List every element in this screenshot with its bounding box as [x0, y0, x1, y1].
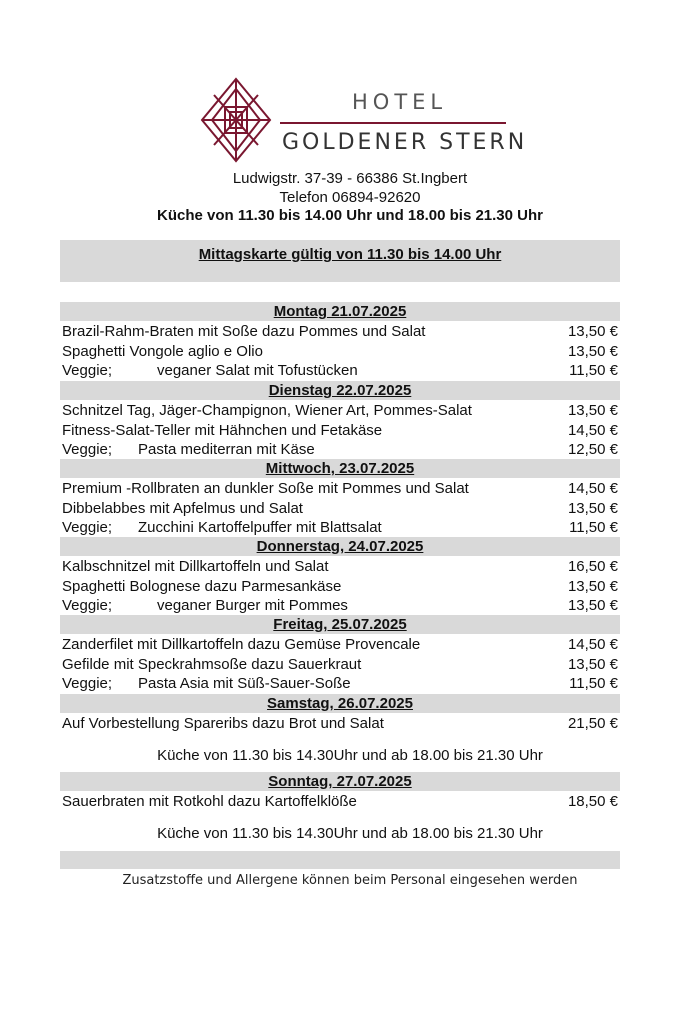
star-logo-icon	[200, 77, 272, 163]
menu-item	[62, 401, 618, 421]
day-header: Samstag, 26.07.2025	[60, 694, 620, 713]
dish-name: Schnitzel Tag, Jäger-Champignon, Wiener Art, Pommes-Salat	[62, 402, 472, 419]
day-header: Dienstag 22.07.2025	[60, 381, 620, 400]
dish-price: 13,50 €	[567, 655, 618, 673]
kitchen-hours-note: Küche von 11.30 bis 14.30Uhr und ab 18.00 bis 21.30 Uhr	[157, 746, 543, 764]
dish-price: 14,50 €	[567, 480, 618, 497]
dish-name: Spaghetti Bolognese dazu Parmesankäse	[62, 577, 342, 595]
kitchen-hours-note: Küche von 11.30 bis 14.30Uhr und ab 18.00 bis 21.30 Uhr	[157, 824, 543, 842]
day-header: Montag 21.07.2025	[60, 302, 620, 321]
dish-name: Premium -Rollbraten an dunkler Soße mit Pommes und Salat	[62, 480, 469, 497]
menu-item	[62, 596, 618, 616]
allergen-note: Zusatzstoffe und Allergene können beim Personal eingesehen werden	[122, 873, 578, 888]
dish-price: 13,50 €	[567, 499, 618, 517]
menu-item	[62, 499, 618, 519]
menu-item	[62, 342, 618, 362]
dish-name: Gefilde mit Speckrahmsoße dazu Sauerkraut	[62, 655, 362, 673]
dish-name: veganer Salat mit Tofustücken	[157, 362, 358, 379]
day-header: Freitag, 25.07.2025	[60, 615, 620, 634]
dish-price: 11,50 €	[569, 362, 618, 379]
dish-price: 11,50 €	[569, 519, 618, 536]
bottom-band	[60, 851, 620, 869]
dish-name: Kalbschnitzel mit Dillkartoffeln und Salat	[62, 558, 329, 575]
dish-price: 12,50 €	[567, 441, 618, 458]
logo-divider	[280, 122, 506, 124]
menu-item	[62, 322, 618, 342]
dish-price: 13,50 €	[567, 402, 618, 419]
veggie-label: Veggie;	[62, 519, 113, 536]
dish-price: 14,50 €	[567, 636, 618, 653]
menu-item	[62, 479, 618, 499]
menu-item	[62, 577, 618, 597]
dish-price: 18,50 €	[567, 793, 618, 810]
veggie-label: Veggie;	[62, 362, 113, 379]
menu-item	[62, 674, 618, 694]
menu-item	[62, 714, 618, 734]
dish-name: Spaghetti Vongole aglio e Olio	[62, 342, 263, 360]
day-header: Mittwoch, 23.07.2025	[60, 459, 620, 478]
day-header: Sonntag, 27.07.2025	[60, 772, 620, 791]
logo-hotel-name: GOLDENER STERN	[282, 130, 528, 155]
menu-item	[62, 421, 618, 441]
veggie-label: Veggie;	[62, 441, 113, 458]
dish-name: Auf Vorbestellung Spareribs dazu Brot und Salat	[62, 715, 384, 732]
menu-title: Mittagskarte gültig von 11.30 bis 14.00 Uhr	[198, 246, 502, 263]
day-header: Donnerstag, 24.07.2025	[60, 537, 620, 556]
kitchen-hours: Küche von 11.30 bis 14.00 Uhr und 18.00 bis 21.30 Uhr	[156, 207, 543, 224]
menu-item	[62, 792, 618, 812]
dish-name: Pasta Asia mit Süß-Sauer-Soße	[138, 675, 351, 692]
dish-price: 11,50 €	[569, 675, 618, 692]
menu-item	[62, 440, 618, 460]
dish-name: Dibbelabbes mit Apfelmus und Salat	[62, 499, 303, 517]
dish-name: veganer Burger mit Pommes	[157, 597, 348, 614]
menu-item	[62, 518, 618, 538]
menu-item	[62, 361, 618, 381]
address: Ludwigstr. 37-39 - 66386 St.Ingbert	[232, 170, 468, 187]
dish-price: 16,50 €	[567, 558, 618, 575]
hotel-logo	[200, 72, 528, 168]
phone: Telefon 06894-92620	[279, 189, 421, 206]
menu-item	[62, 655, 618, 675]
dish-price: 13,50 €	[567, 577, 618, 595]
dish-name: Sauerbraten mit Rotkohl dazu Kartoffelklöße	[62, 793, 357, 810]
dish-price: 13,50 €	[567, 323, 618, 340]
menu-item	[62, 635, 618, 655]
dish-price: 13,50 €	[567, 342, 618, 360]
dish-price: 21,50 €	[567, 715, 618, 732]
dish-name: Zucchini Kartoffelpuffer mit Blattsalat	[138, 519, 382, 536]
veggie-label: Veggie;	[62, 675, 113, 692]
dish-name: Fitness-Salat-Teller mit Hähnchen und Fetakäse	[62, 421, 383, 439]
logo-hotel-text: HOTEL	[352, 90, 448, 114]
dish-name: Pasta mediterran mit Käse	[138, 441, 315, 458]
dish-name: Brazil-Rahm-Braten mit Soße dazu Pommes und Salat	[62, 323, 426, 340]
dish-price: 14,50 €	[567, 421, 618, 439]
dish-name: Zanderfilet mit Dillkartoffeln dazu Gemüse Provencale	[62, 636, 421, 653]
veggie-label: Veggie;	[62, 597, 113, 614]
dish-price: 13,50 €	[567, 597, 618, 614]
menu-item	[62, 557, 618, 577]
